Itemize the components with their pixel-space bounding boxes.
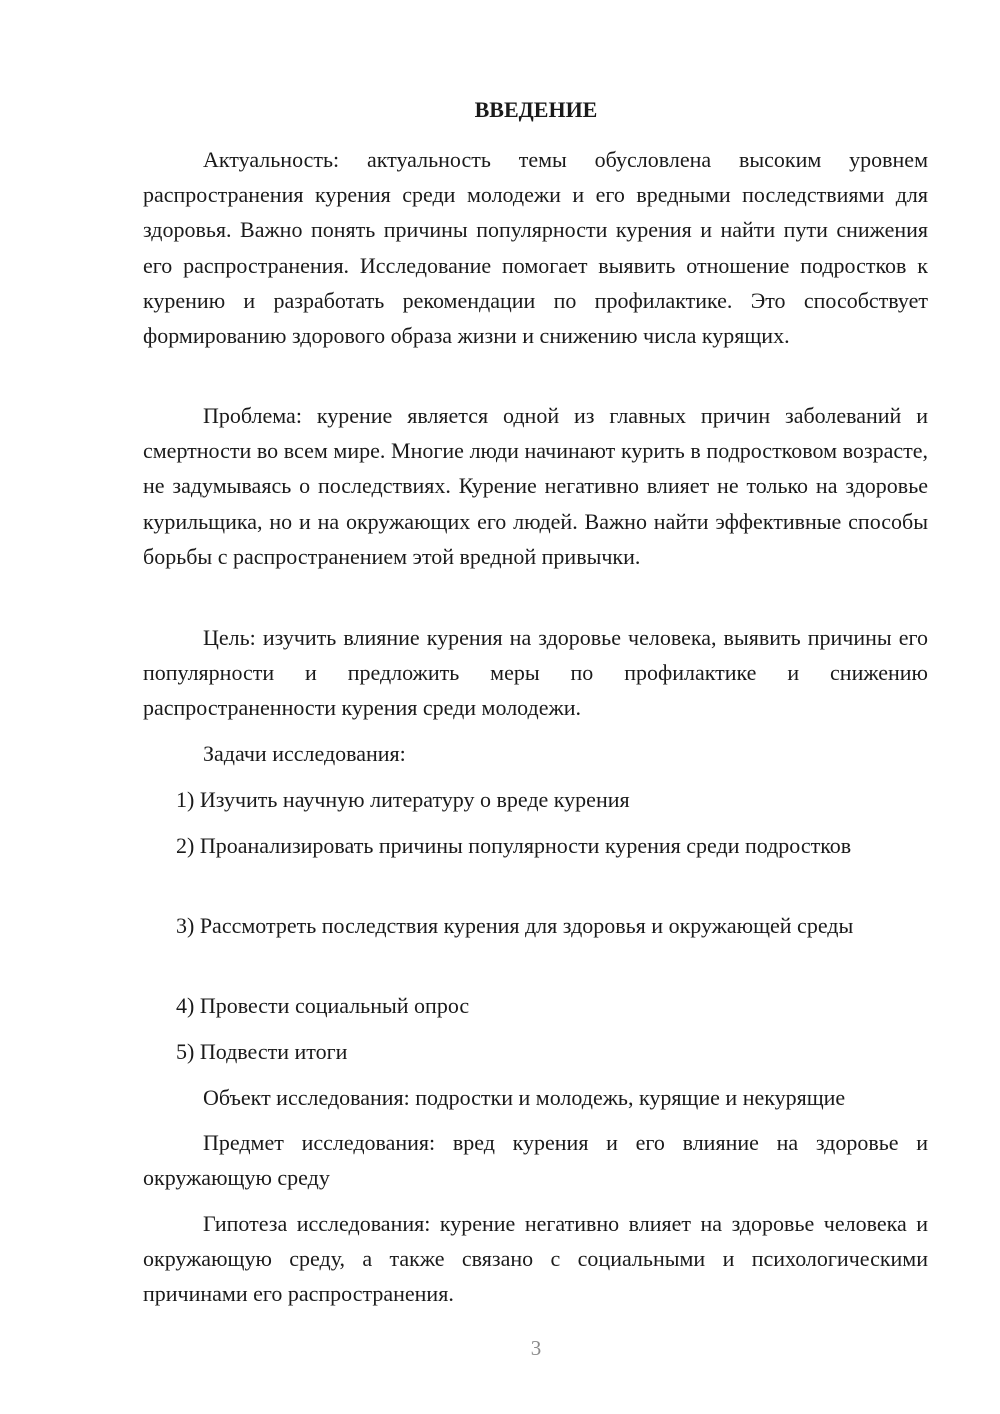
- paragraph-relevance: Актуальность: актуальность темы обусловлена высоким уровнем распространения курения среди молодежи и его вредными последствиями для здоровья. Важно понять причины популярности курения и найти пути снижения его распространения. Исследование помогает выявить отношение подростков к курению и разработать рекомендации по профилактике. Это способствует формированию здорового образа жизни и снижению числа курящих.: [143, 147, 928, 349]
- paragraph-hypothesis: Гипотеза исследования: курение негативно влияет на здоровье человека и окружающую среду, а также связано с социальными и психологическими причинами его распространения.: [143, 1211, 928, 1307]
- paragraph-problem: Проблема: курение является одной из главных причин заболеваний и смертности во всем мире. Многие люди начинают курить в подростковом возрасте, не задумываясь о последствиях. Курение негативно влияет не только на здоровье курильщика, но и на окружающих его людей. Важно найти эффективные способы борьбы с распространением этой вредной привычки.: [143, 403, 928, 569]
- task-item-5: 5) Подвести итоги: [176, 1039, 348, 1064]
- task-item-1: 1) Изучить научную литературу о вреде курения: [176, 787, 630, 812]
- task-item-2: 2) Проанализировать причины популярности курения среди подростков: [176, 833, 852, 858]
- paragraph-object: Объект исследования: подростки и молодежь, курящие и некурящие: [203, 1085, 846, 1110]
- paragraph-subject: Предмет исследования: вред курения и его влияние на здоровье и окружающую среду: [143, 1130, 928, 1191]
- page-number: 3: [530, 1336, 542, 1360]
- task-item-4: 4) Провести социальный опрос: [176, 993, 470, 1018]
- tasks-heading: Задачи исследования:: [203, 741, 406, 766]
- paragraph-goal: Цель: изучить влияние курения на здоровье человека, выявить причины его популярности и предложить меры по профилактике и снижению распространенности курения среди молодежи.: [143, 625, 928, 721]
- task-item-3: 3) Рассмотреть последствия курения для здоровья и окружающей среды: [176, 913, 854, 938]
- page-title: ВВЕДЕНИЕ: [474, 97, 598, 122]
